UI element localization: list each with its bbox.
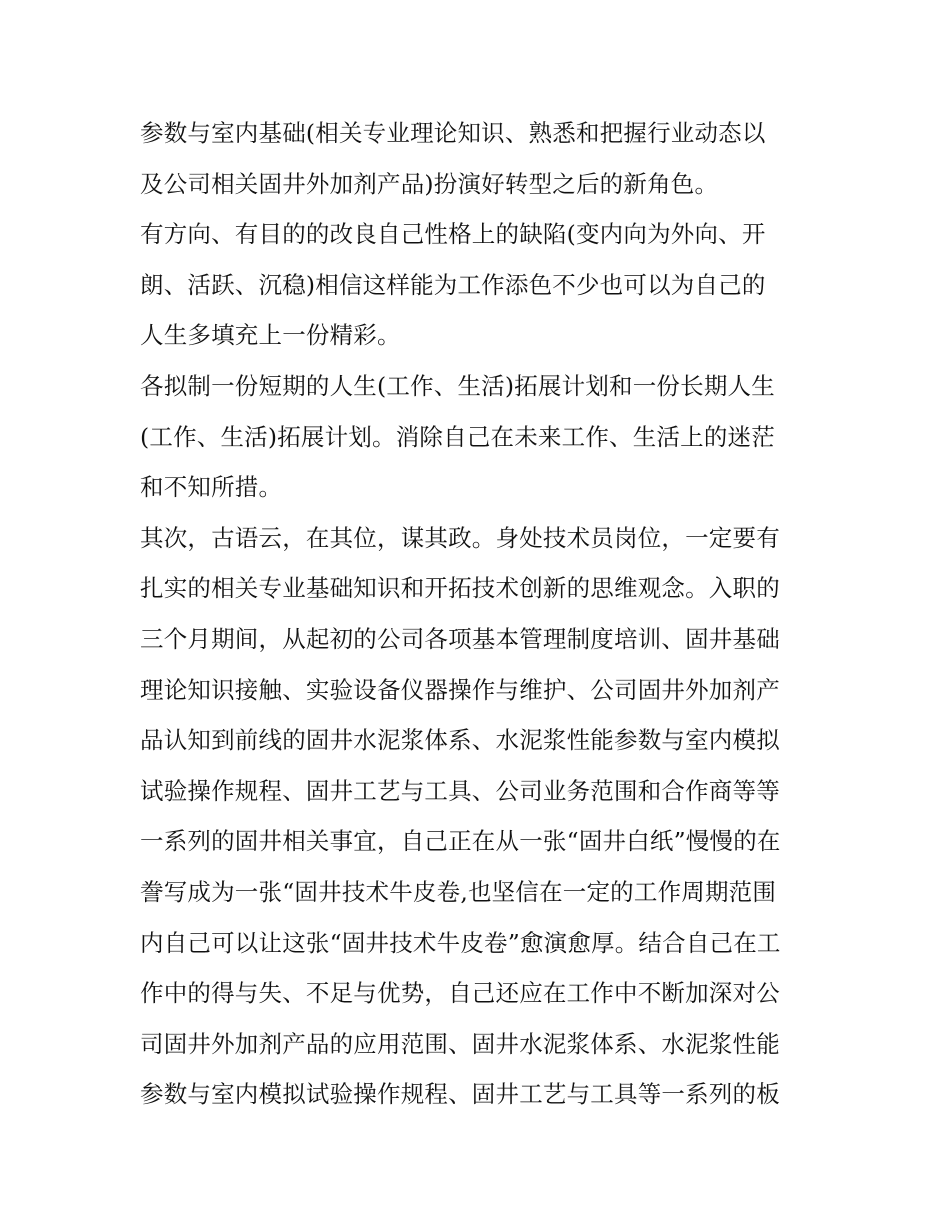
text-line: 司固井外加剂产品的应用范围、固井水泥浆体系、水泥浆性能: [140, 1029, 780, 1058]
text-line: 作中的得与失、不足与优势，自己还应在工作中不断加深对公: [140, 979, 780, 1008]
text-line: 内自己可以让这张“固井技术牛皮卷”愈演愈厚。结合自己在工: [140, 928, 781, 957]
text-line: 各拟制一份短期的人生(工作、生活)拓展计划和一份长期人生: [140, 371, 775, 400]
text-line: 品认知到前线的固井水泥浆体系、水泥浆性能参数与室内模拟: [140, 726, 780, 755]
text-line: 参数与室内模拟试验操作规程、固井工艺与工具等一系列的板: [140, 1080, 780, 1109]
text-line: 及公司相关固井外加剂产品)扮演好转型之后的新角色。: [140, 169, 719, 198]
text-line: 有方向、有目的的改良自己性格上的缺陷(变内向为外向、开: [140, 220, 766, 249]
text-line: 和不知所措。: [140, 473, 283, 502]
text-line: 扎实的相关专业基础知识和开拓技术创新的思维观念。入职的: [140, 574, 780, 603]
text-line: 三个月期间，从起初的公司各项基本管理制度培训、固井基础: [140, 624, 780, 653]
text-line: 一系列的固井相关事宜，自己正在从一张“固井白纸”慢慢的在: [140, 827, 781, 856]
text-line: 其次，古语云，在其位，谋其政。身处技术员岗位，一定要有: [140, 523, 780, 552]
text-line: 誊写成为一张“固井技术牛皮卷,也坚信在一定的工作周期范围: [140, 877, 777, 906]
text-line: 朗、活跃、沉稳)相信这样能为工作添色不少也可以为自己的: [140, 270, 766, 299]
text-line: 理论知识接触、实验设备仪器操作与维护、公司固井外加剂产: [140, 675, 780, 704]
text-line: 参数与室内基础(相关专业理论知识、熟悉和把握行业动态以: [140, 119, 766, 147]
body-text: [140, 108, 820, 1120]
text-line: 试验操作规程、固井工艺与工具、公司业务范围和合作商等等: [140, 776, 780, 805]
text-line: (工作、生活)拓展计划。消除自己在未来工作、生活上的迷茫: [140, 422, 775, 451]
text-line: 人生多填充上一份精彩。: [140, 321, 401, 350]
